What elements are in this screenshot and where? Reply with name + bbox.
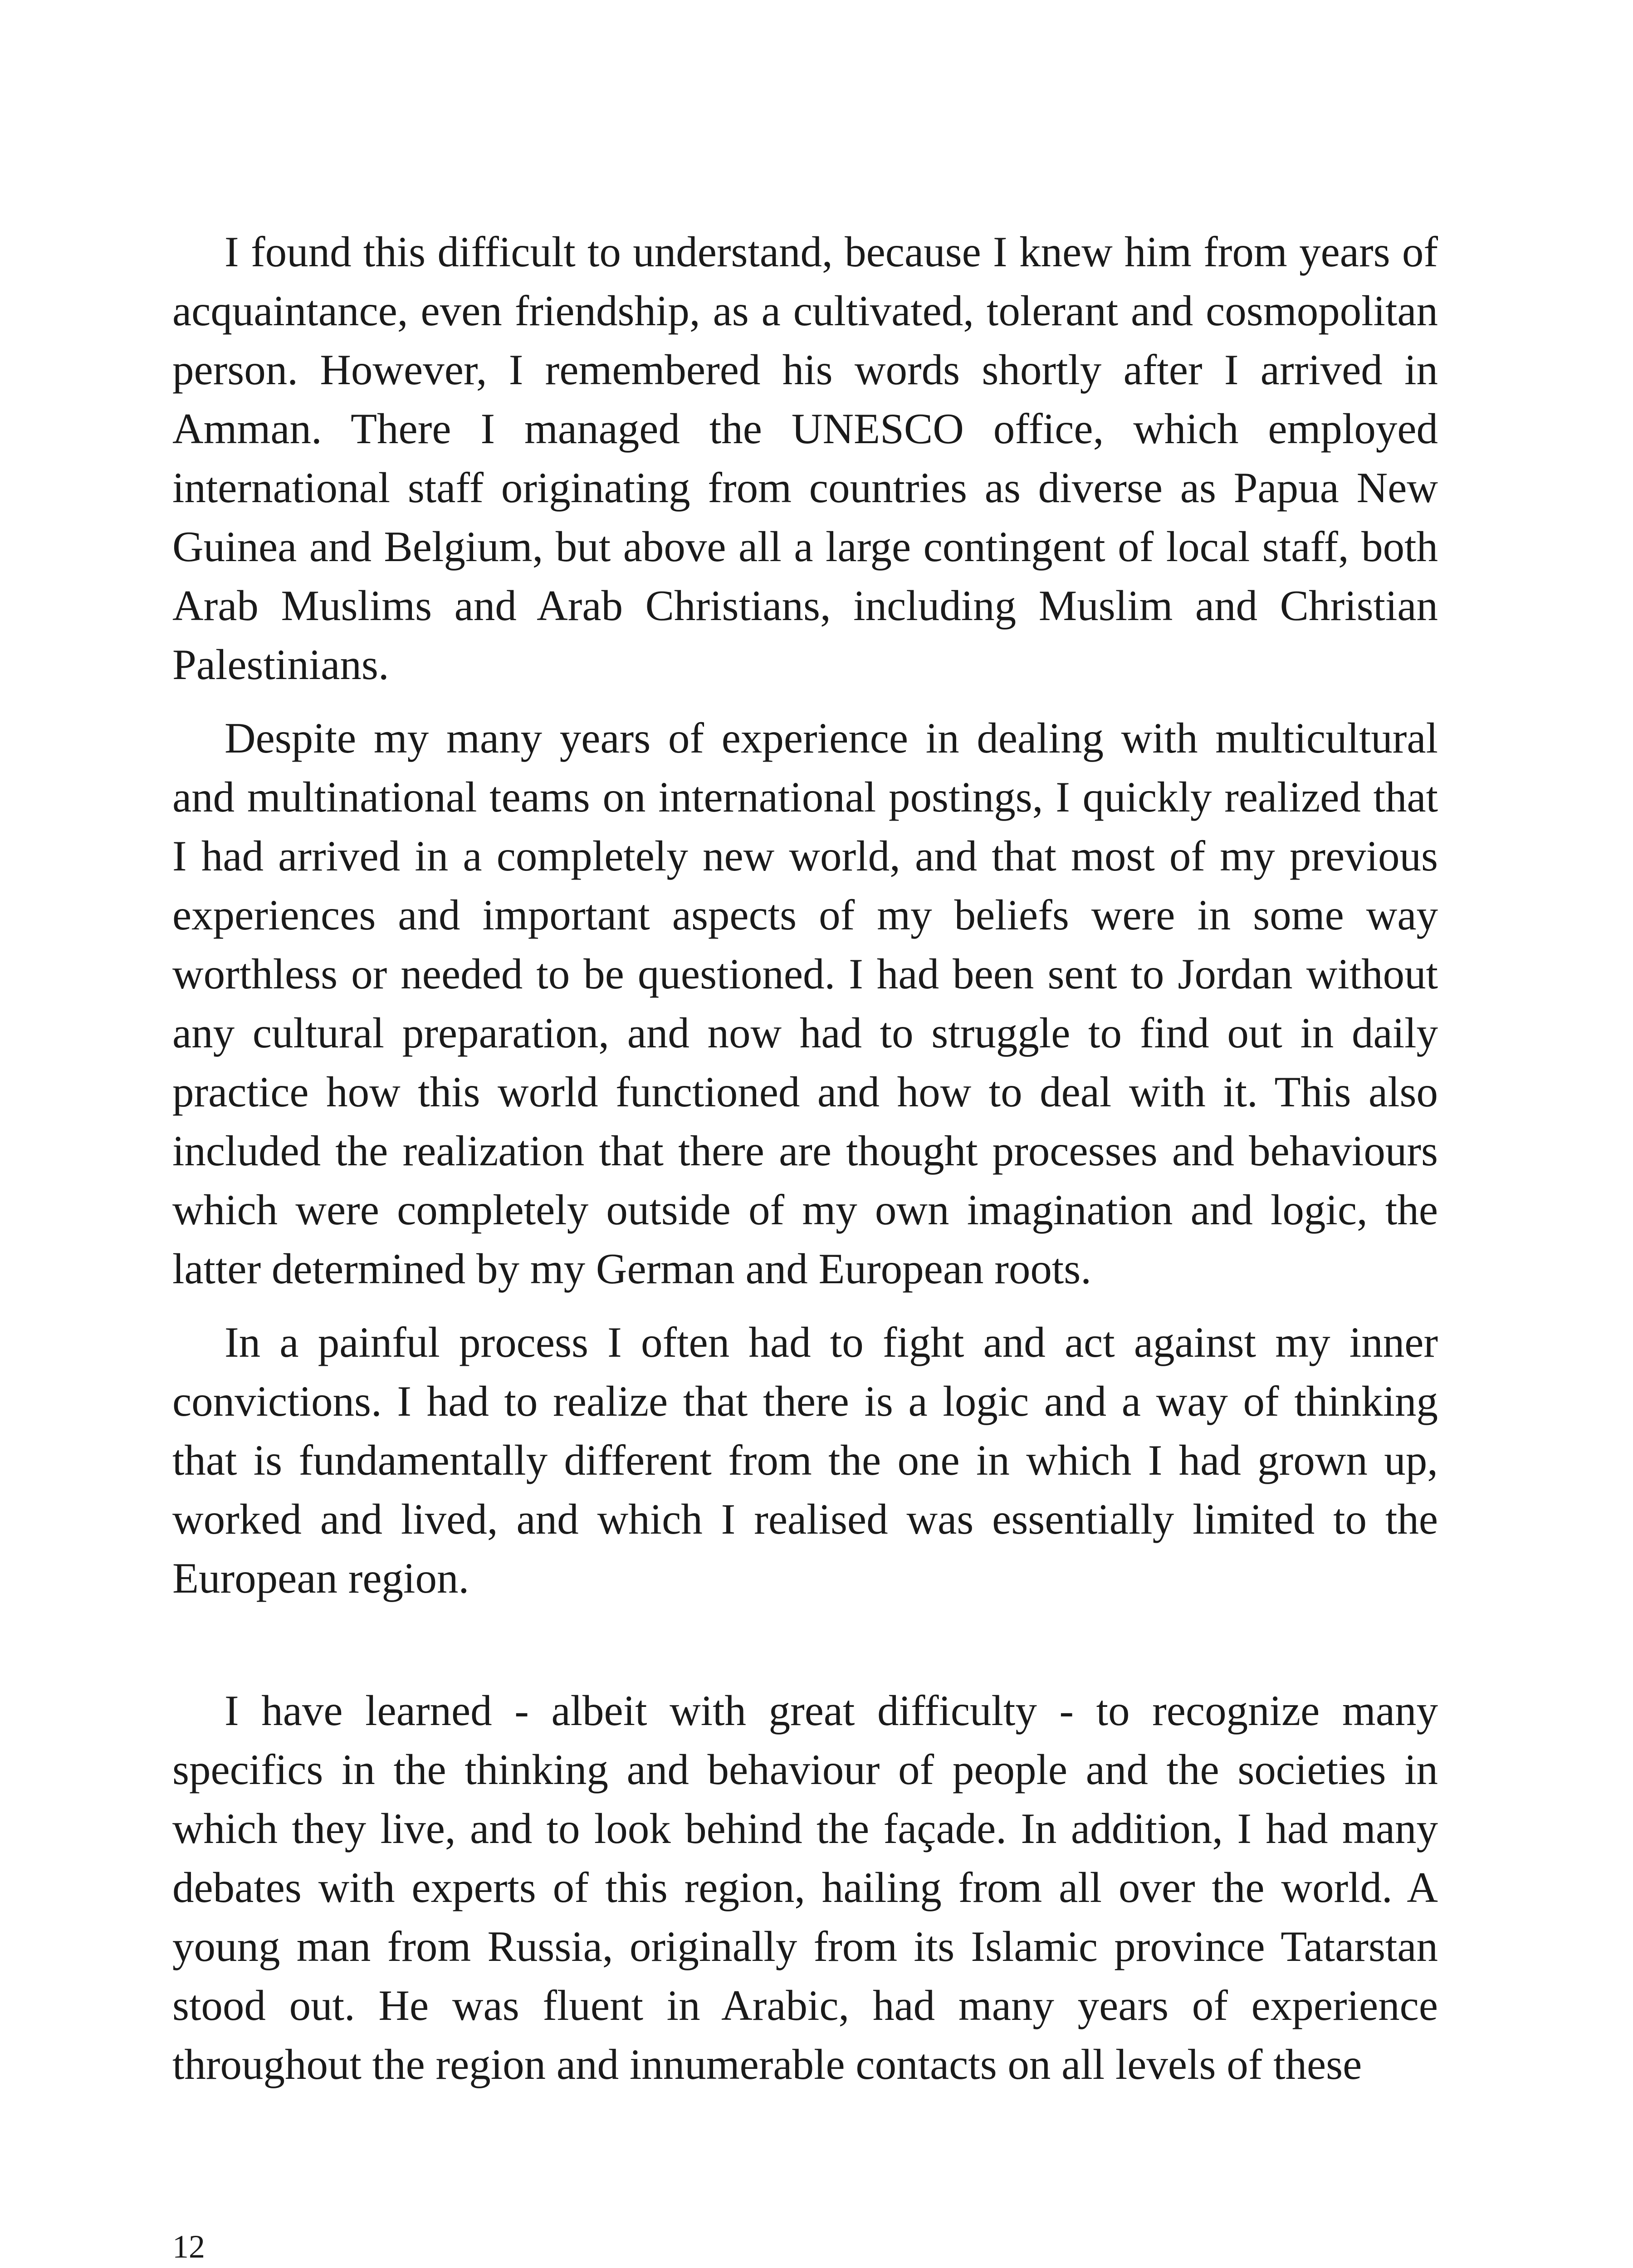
page-number: 12 bbox=[172, 2229, 205, 2265]
paragraph-2: Despite my many years of experience in dealing with multicultural and multinational teams on international postings, I quickly realized that I had arrived in a completely new world, and that most of my previous experiences and important aspects of my beliefs were in some way worthless or needed to be questioned. I had been sent to Jordan without any cultural preparation, and now had to struggle to find out in daily practice how this world functioned and how to deal with it. This also included the realization that there are thought processes and behaviours which were completely outside of my own imagination and logic, the latter determined by my German and European roots. bbox=[172, 714, 1438, 1293]
body-text bbox=[172, 222, 1438, 2094]
paragraph-4: I have learned - albeit with great difficulty - to recognize many specifics in the thinking and behaviour of people and the societies in which they live, and to look behind the façade. In addition, I had many debates with experts of this region, hailing from all over the world. A young man from Russia, originally from its Islamic province Tatarstan stood out. He was fluent in Arabic, had many years of experience throughout the region and innumerable contacts on all levels of these bbox=[172, 1686, 1438, 2088]
paragraph-3: In a painful process I often had to fight and act against my inner convictions. I had to realize that there is a logic and a way of thinking that is fundamentally different from the one in which I had grown up, worked and lived, and which I realised was essentially limited to the European region. bbox=[172, 1318, 1438, 1602]
paragraph-1: I found this difficult to understand, because I knew him from years of acquaintance, even friendship, as a cultivated, tolerant and cosmopolitan person. However, I remembered his words shortly after I arrived in Amman. There I managed the UNESCO office, which employed international staff originating from countries as diverse as Papua New Guinea and Belgium, but above all a large contingent of local staff, both Arab Muslims and Arab Christians, including Muslim and Christian Palestinians. bbox=[172, 228, 1438, 689]
